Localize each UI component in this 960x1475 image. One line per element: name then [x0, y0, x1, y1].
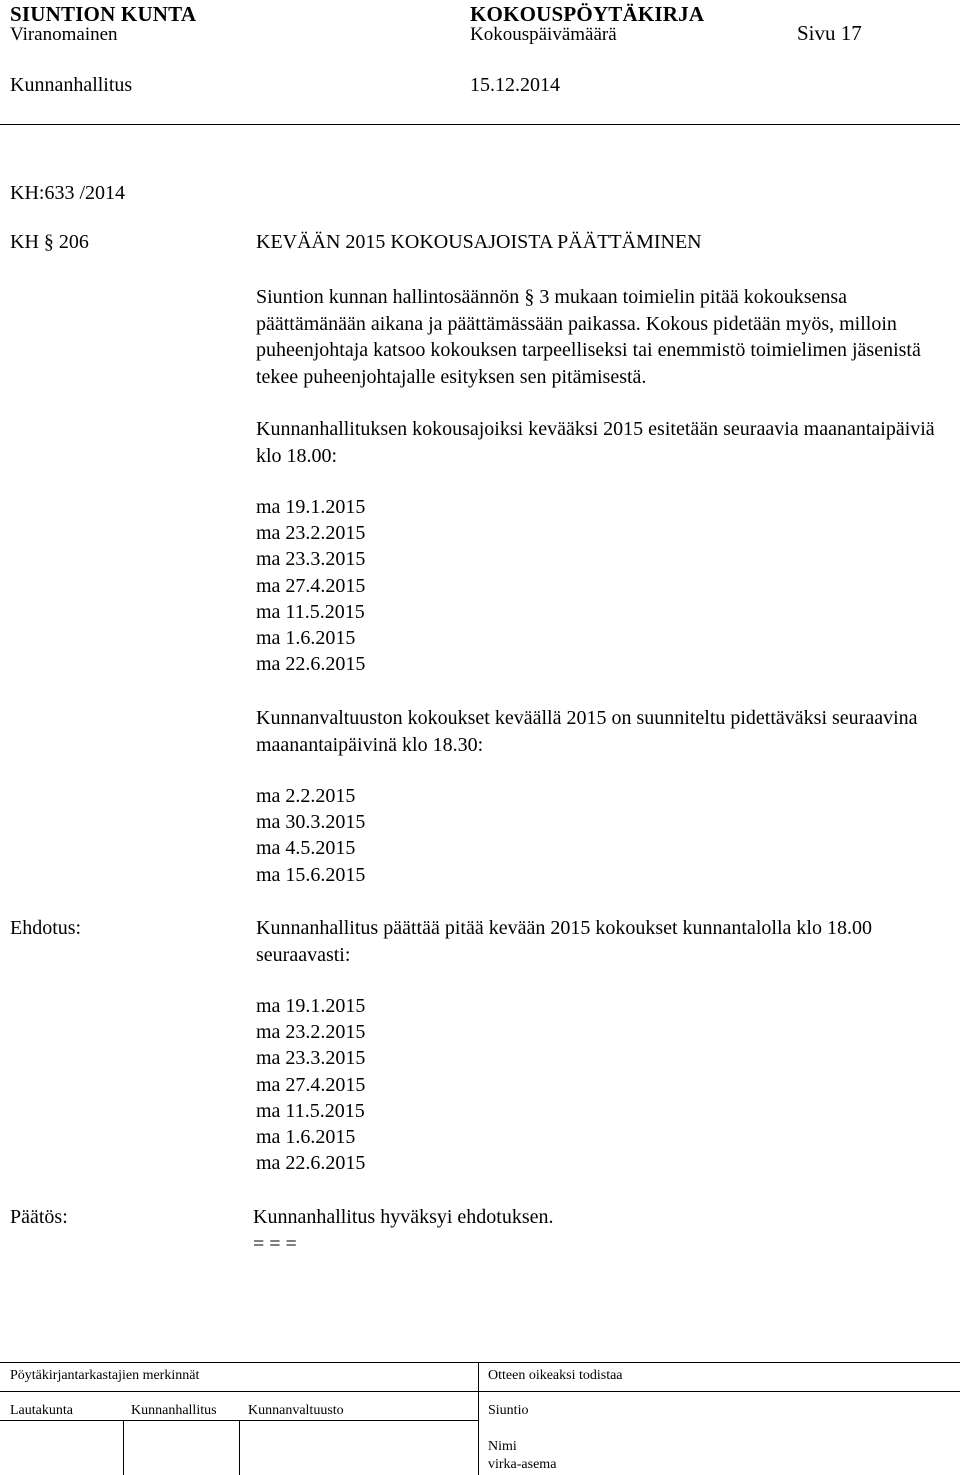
certified-label: Otteen oikeaksi todistaa	[488, 1368, 623, 1383]
reviewers-label: Pöytäkirjantarkastajien merkinnät	[10, 1368, 200, 1383]
kh-date-list	[256, 494, 365, 677]
footer-col-council: Kunnanvaltuusto	[248, 1403, 344, 1418]
footer-signature-cell-divider-2	[239, 1420, 240, 1475]
kv-date-list	[256, 783, 365, 888]
municipality-name: SIUNTION KUNTA	[10, 2, 197, 26]
list-item: ma 22.6.2015	[256, 653, 366, 676]
document-type: KOKOUSPÖYTÄKIRJA	[470, 2, 705, 26]
list-item: ma 1.6.2015	[256, 1126, 356, 1149]
proposal-text: Kunnanhallitus päättää pitää kevään 2015 kokoukset kunnantalolla klo 18.00 seuraavasti:	[256, 917, 872, 966]
list-item: ma 4.5.2015	[256, 837, 356, 860]
list-item: ma 19.1.2015	[256, 496, 366, 518]
authority-name: Kunnanhallitus	[10, 74, 133, 96]
list-item: ma 11.5.2015	[256, 600, 365, 623]
paragraph-rules	[256, 284, 946, 390]
section-sign: §	[43, 231, 54, 253]
page-number: Sivu 17	[797, 21, 862, 45]
section-number	[10, 231, 89, 254]
footer-column-divider	[478, 1362, 479, 1475]
case-title: KEVÄÄN 2015 KOKOUSAJOISTA PÄÄTTÄMINEN	[256, 231, 702, 253]
meeting-date: 15.12.2014	[470, 74, 560, 96]
paragraph-kv-dates-intro: Kunnanvaltuuston kokoukset keväällä 2015 on suunniteltu pidettäväksi seuraavina maanantaipäivinä klo 18.30:	[256, 707, 918, 756]
list-item: ma 23.2.2015	[256, 522, 366, 545]
header-divider	[0, 124, 960, 125]
footer-position-label: virka-asema	[488, 1457, 557, 1472]
proposal-date-list	[256, 993, 365, 1176]
footer-row-divider	[0, 1391, 960, 1392]
footer-signature-cell-divider-1	[123, 1420, 124, 1475]
footer-col-executive: Kunnanhallitus	[131, 1403, 217, 1418]
footer-col-board: Lautakunta	[10, 1403, 73, 1418]
proposal-label: Ehdotus:	[10, 917, 82, 939]
authority-label: Viranomainen	[10, 24, 118, 45]
meeting-date-label: Kokouspäivämäärä	[470, 24, 617, 45]
decision-label: Päätös:	[10, 1206, 68, 1228]
paragraph-rules-rest: 3 mukaan toimielin pitää kokouksensa päättämänään aikana ja päättämässään paikassa. Kokous pidetään myös, milloin puheenjohtaja katsoo kokouksen tarpeelliseksi tai enemmistö toimielimen jäsenistä tekee puheenjohtajalle esityksen sen pitämisestä.	[256, 286, 921, 388]
list-item: ma 27.4.2015	[256, 574, 366, 597]
paragraph-rules-sign: §	[524, 286, 535, 308]
section-digits: 206	[58, 231, 89, 253]
list-item: ma 15.6.2015	[256, 863, 366, 886]
list-item: ma 23.2.2015	[256, 1021, 366, 1044]
footer-place: Siuntio	[488, 1403, 529, 1418]
list-item: ma 30.3.2015	[256, 811, 366, 834]
section-prefix: KH	[10, 231, 39, 253]
list-item: ma 22.6.2015	[256, 1152, 366, 1175]
paragraph-kh-dates-intro: Kunnanhallituksen kokousajoiksi kevääksi 2015 esitetään seuraavia maanantaipäiviä klo 18.00:	[256, 418, 935, 467]
list-item: ma 27.4.2015	[256, 1073, 366, 1096]
list-item: ma 2.2.2015	[256, 785, 356, 807]
list-item: ma 11.5.2015	[256, 1099, 365, 1122]
decision-text: Kunnanhallitus hyväksyi ehdotuksen.	[253, 1206, 554, 1228]
paragraph-rules-start: Siuntion kunnan hallintosäännön	[256, 286, 520, 308]
list-item: ma 23.3.2015	[256, 1047, 366, 1070]
list-item: ma 1.6.2015	[256, 627, 356, 650]
case-reference: KH:633 /2014	[10, 182, 125, 204]
list-item: ma 19.1.2015	[256, 995, 366, 1017]
list-item: ma 23.3.2015	[256, 548, 366, 571]
end-mark: = = =	[253, 1233, 297, 1255]
footer-top-border	[0, 1362, 960, 1363]
footer-name-label: Nimi	[488, 1439, 517, 1454]
